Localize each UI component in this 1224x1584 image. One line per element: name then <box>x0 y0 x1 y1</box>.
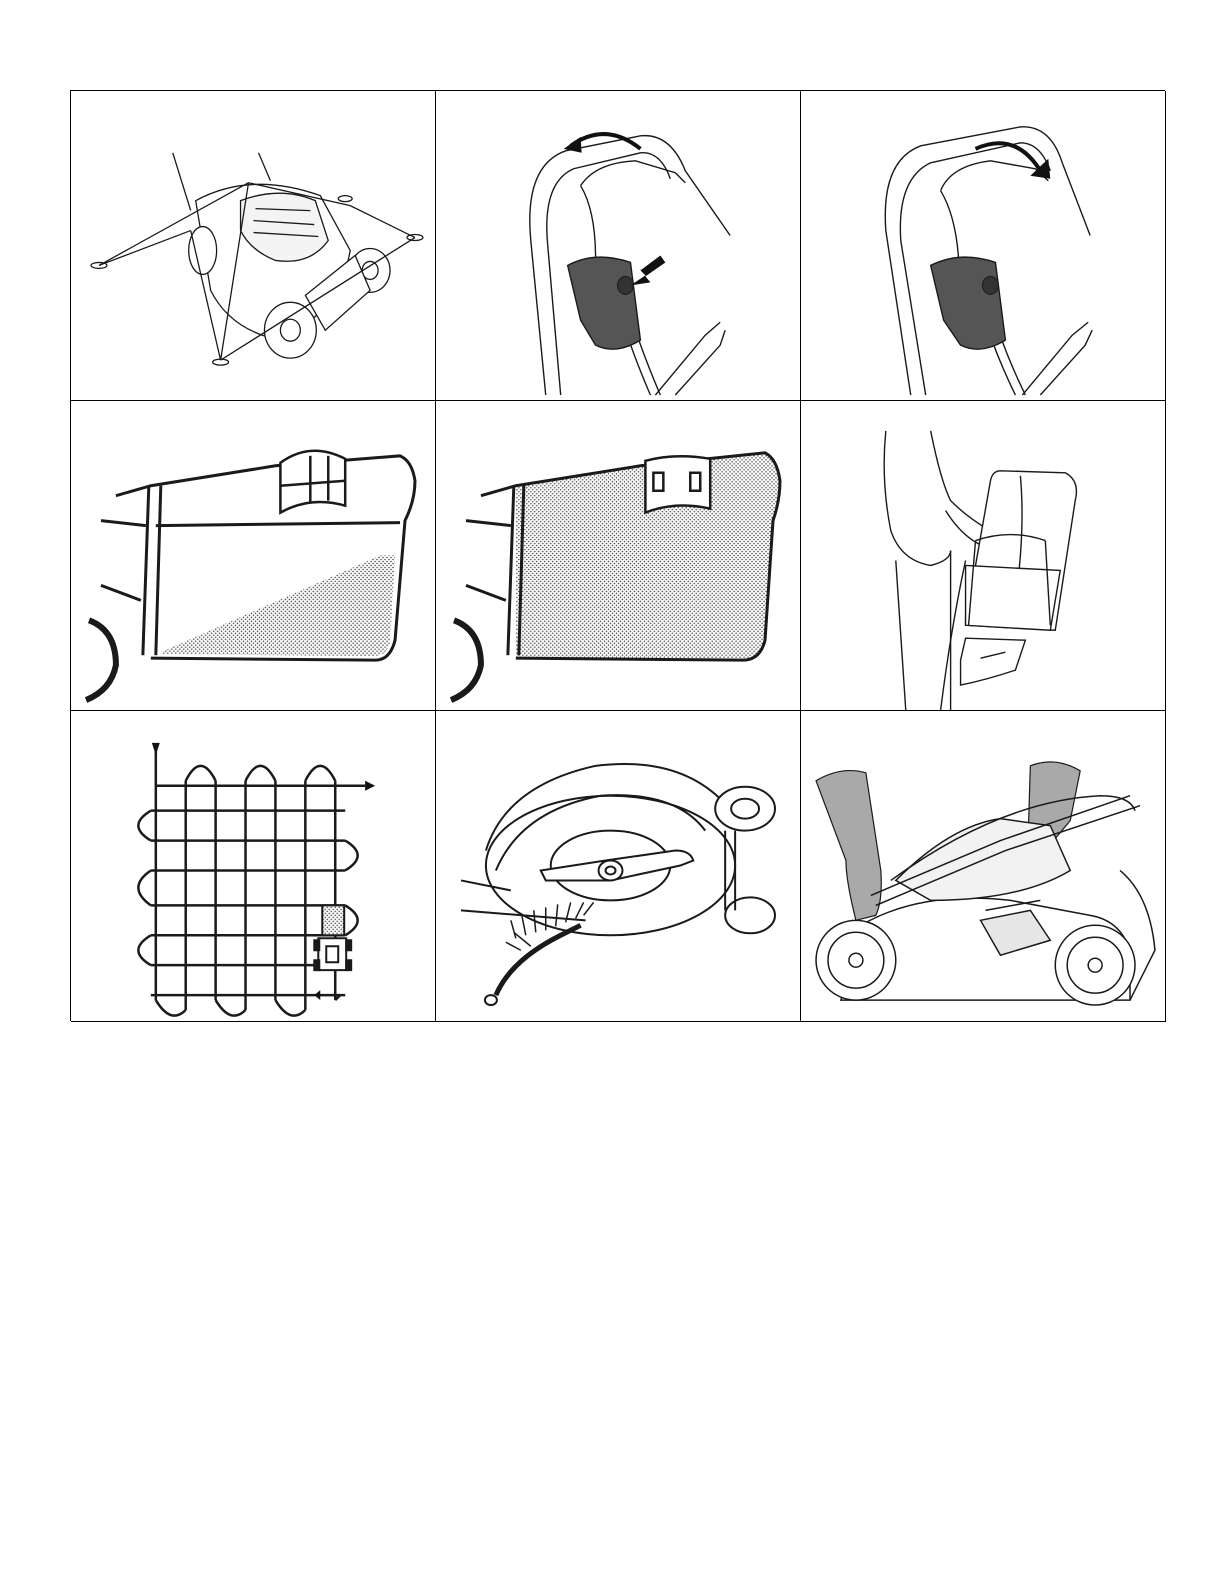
figure-handle-bar-released <box>801 91 1166 401</box>
figure-cleaning-blade <box>436 711 801 1022</box>
handle-switch-press-illustration <box>436 91 800 400</box>
figure-handle-switch-press <box>436 91 801 401</box>
adjusting-height-illustration <box>801 711 1165 1021</box>
emptying-grass-bag-illustration <box>801 401 1165 710</box>
grass-bag-partly-full-illustration <box>71 401 435 710</box>
figure-grass-bag-partly-full <box>71 401 436 711</box>
illustration-grid <box>70 90 1165 1021</box>
cleaning-blade-illustration <box>436 711 800 1021</box>
figure-grass-bag-full <box>436 401 801 711</box>
figure-mower-anchored <box>71 91 436 401</box>
mowing-pattern-illustration <box>71 711 435 1021</box>
figure-emptying-grass-bag <box>801 401 1166 711</box>
grass-bag-full-illustration <box>436 401 800 710</box>
figure-mowing-pattern <box>71 711 436 1022</box>
mower-anchored-illustration <box>71 91 435 400</box>
figure-adjusting-height <box>801 711 1166 1022</box>
handle-bar-released-illustration <box>801 91 1165 400</box>
